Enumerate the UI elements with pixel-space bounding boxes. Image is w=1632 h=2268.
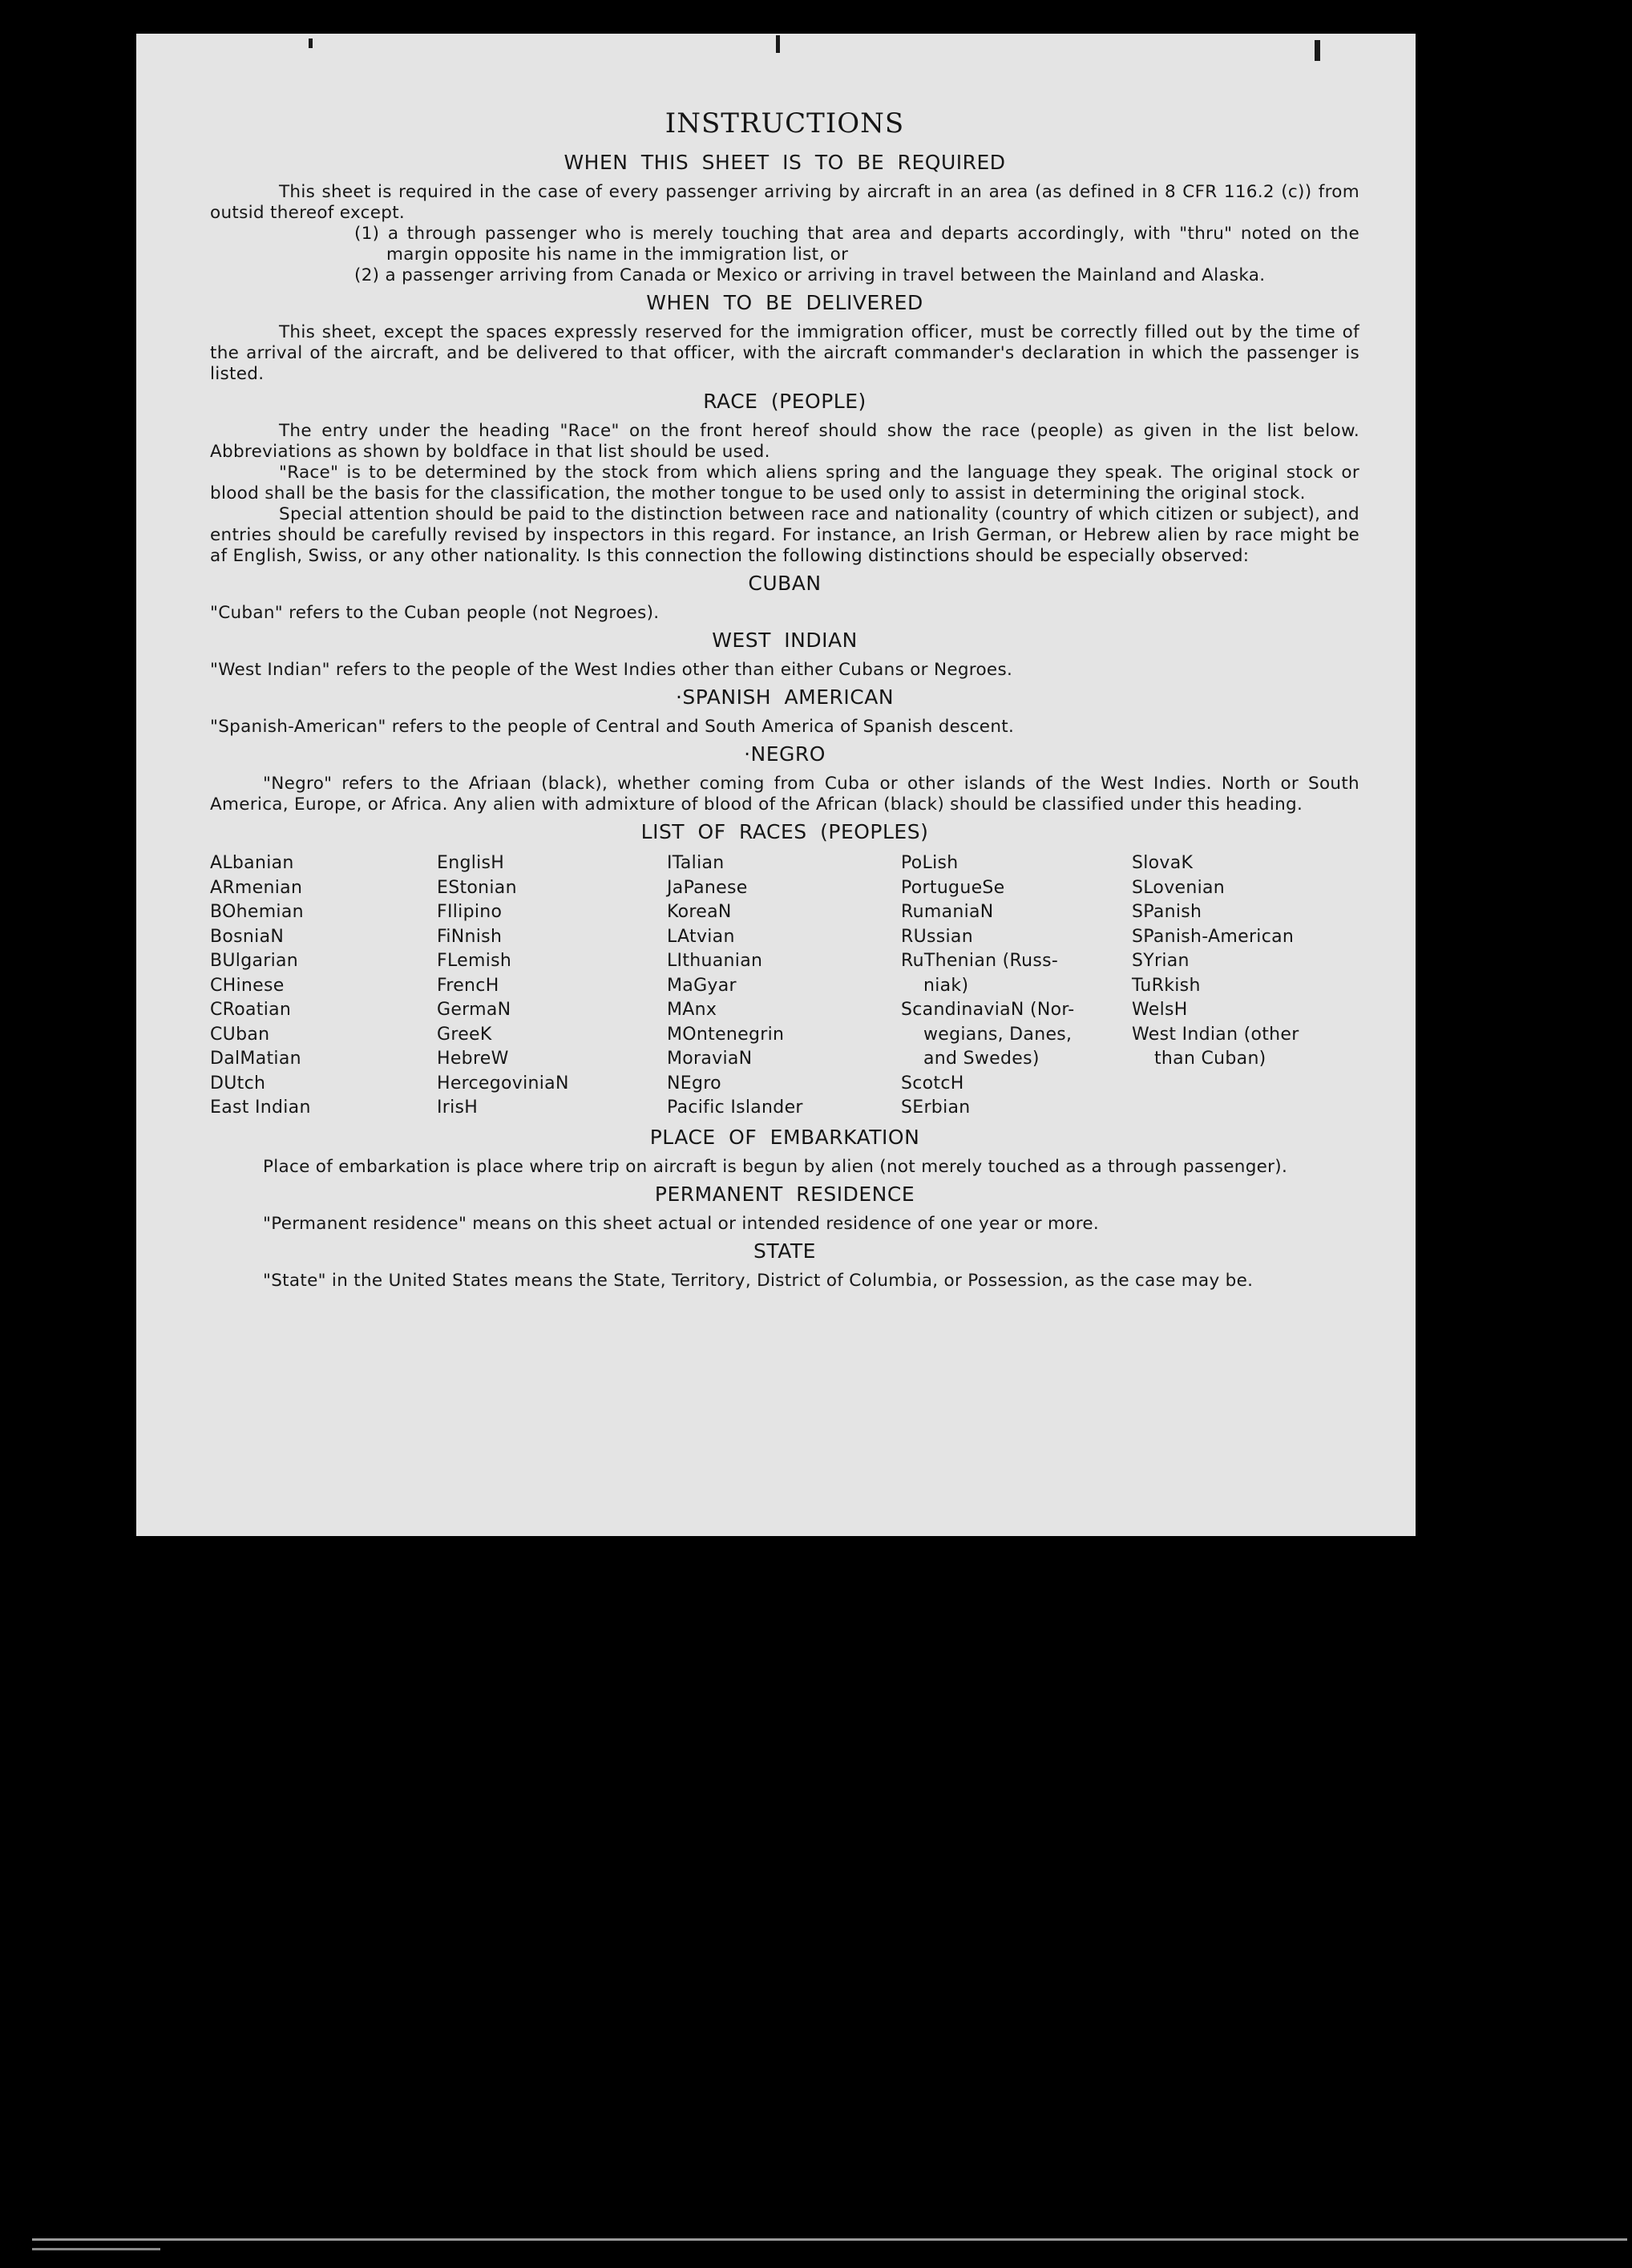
negro-text: "Negro" refers to the Afriaan (black), whether coming from Cuba or other islands of the West Indies. North or South America, Europe, or Africa. Any alien with admixture of blood of the African (black) should be classified under this heading.: [210, 774, 1359, 815]
race-item: ALbanian: [210, 853, 294, 873]
race-item: FrencH: [437, 975, 499, 996]
race-item: ScandinaviaN (Nor-: [901, 1000, 1075, 1020]
race-item: RumaniaN: [901, 902, 994, 922]
scan-line: [32, 2238, 1627, 2241]
section-race: [210, 390, 1359, 567]
races-column-1: [210, 851, 437, 1121]
race-item: SPanish: [1132, 902, 1202, 922]
race-item: HercegoviniaN: [437, 1073, 569, 1094]
race-item: LAtvian: [667, 926, 735, 947]
required-intro: This sheet is required in the case of every passenger arriving by aircraft in an area (as defined in 8 CFR 116.2 (c)) from outsid thereof except.: [210, 182, 1359, 223]
races-column-5: [1132, 851, 1364, 1121]
section-cuban: [210, 572, 1359, 624]
delivered-text: This sheet, except the spaces expressly reserved for the immigration officer, must be correctly filled out by the time of the arrival of the aircraft, and be delivered to that officer, with the aircraft commander's declaration in which the passenger is listed.: [210, 322, 1359, 384]
race-item: PoLish: [901, 853, 959, 873]
section-heading-race: RACE (PEOPLE): [703, 390, 866, 413]
race-item: ScotcH: [901, 1073, 964, 1094]
race-item: MaGyar: [667, 975, 737, 996]
section-negro: [210, 742, 1359, 815]
race-item: LIthuanian: [667, 951, 763, 971]
west-indian-text: "West Indian" refers to the people of the West Indies other than either Cubans or Negroes.: [210, 660, 1013, 680]
race-item-continued: than Cuban): [1154, 1049, 1266, 1069]
section-heading-residence: PERMANENT RESIDENCE: [654, 1182, 915, 1206]
race-item: RUssian: [901, 926, 973, 947]
race-item: FIlipino: [437, 902, 503, 922]
section-spanish-american: [210, 685, 1359, 738]
race-item: BUlgarian: [210, 951, 299, 971]
scan-speck: [776, 35, 780, 53]
race-item: GermaN: [437, 1000, 511, 1020]
race-item: HebreW: [437, 1049, 509, 1069]
race-item: GreeK: [437, 1024, 492, 1045]
section-west-indian: [210, 629, 1359, 681]
race-item: SYrian: [1132, 951, 1190, 971]
races-column-2: [437, 851, 667, 1121]
race-item: PortugueSe: [901, 877, 1005, 898]
race-item: CRoatian: [210, 1000, 292, 1020]
race-item: FLemish: [437, 951, 512, 971]
instruction-sheet: [136, 34, 1416, 1536]
cuban-text: "Cuban" refers to the Cuban people (not Negroes).: [210, 603, 660, 623]
race-paragraph-1: The entry under the heading "Race" on the front hereof should show the race (people) as given in the list below. Abbreviations as shown by boldface in that list should be used.: [210, 421, 1359, 462]
race-item: WelsH: [1132, 1000, 1188, 1020]
races-list: [210, 851, 1359, 1121]
section-state: [210, 1239, 1359, 1292]
race-item: JaPanese: [667, 877, 748, 898]
race-item: West Indian (other: [1132, 1024, 1299, 1045]
race-item: ARmenian: [210, 877, 303, 898]
race-item: DUtch: [210, 1073, 266, 1094]
race-item: Pacific Islander: [667, 1098, 803, 1118]
race-item: MOntenegrin: [667, 1024, 785, 1045]
section-heading-negro: ·NEGRO: [744, 742, 826, 766]
race-item: SlovaK: [1132, 853, 1194, 873]
race-item: DalMatian: [210, 1049, 301, 1069]
race-item: TuRkish: [1132, 975, 1201, 996]
race-item: SLovenian: [1132, 877, 1226, 898]
race-item: East Indian: [210, 1098, 311, 1118]
race-item: SPanish-American: [1132, 926, 1295, 947]
race-item: MAnx: [667, 1000, 717, 1020]
section-heading-west-indian: WEST INDIAN: [712, 629, 858, 652]
races-column-4: [901, 851, 1132, 1121]
race-item: BosniaN: [210, 926, 285, 947]
race-item: SErbian: [901, 1098, 971, 1118]
section-residence: [210, 1183, 1359, 1235]
race-item: CHinese: [210, 975, 285, 996]
residence-text: "Permanent residence" means on this sheet actual or intended residence of one year or more.: [263, 1213, 1100, 1234]
races-column-3: [667, 851, 901, 1121]
race-item: FiNnish: [437, 926, 503, 947]
race-item: NEgro: [667, 1073, 721, 1094]
required-item-1: (1) a through passenger who is merely touching that area and departs accordingly, with "thru" noted on the margin opposite his name in the immigration list, or: [354, 224, 1359, 265]
spanish-american-text: "Spanish-American" refers to the people of Central and South America of Spanish descent.: [210, 717, 1015, 737]
section-heading-state: STATE: [753, 1239, 816, 1263]
race-item: KoreaN: [667, 902, 732, 922]
race-item: BOhemian: [210, 902, 304, 922]
section-heading-delivered: WHEN TO BE DELIVERED: [646, 291, 923, 314]
scan-speck: [309, 38, 313, 48]
section-heading-races-list: LIST OF RACES (PEOPLES): [640, 820, 929, 843]
race-item-continued: niak): [923, 975, 969, 996]
section-heading-embarkation: PLACE OF EMBARKATION: [649, 1125, 920, 1149]
scan-line: [32, 2248, 160, 2250]
race-item: EnglisH: [437, 853, 505, 873]
section-heading-spanish-american: ·SPANISH AMERICAN: [675, 685, 895, 709]
race-item: MoraviaN: [667, 1049, 753, 1069]
race-item: IrisH: [437, 1098, 479, 1118]
page-title: INSTRUCTIONS: [665, 107, 905, 139]
embarkation-text: Place of embarkation is place where trip on aircraft is begun by alien (not merely touched as a through passenger).: [263, 1156, 1288, 1177]
race-paragraph-3: Special attention should be paid to the distinction between race and nationality (country of which citizen or subject), and entries should be carefully revised by inspectors in this regard. For instance, an Irish German, or Hebrew alien by race might be af English, Swiss, or any other nationality. Is this connection the following distinctions should be especially observed:: [210, 504, 1359, 566]
race-paragraph-2: "Race" is to be determined by the stock from which aliens spring and the language they speak. The original stock or blood shall be the basis for the classification, the mother tongue to be used only to assist in determining the original stock.: [210, 463, 1359, 503]
section-embarkation: [210, 1126, 1359, 1178]
race-item: CUban: [210, 1024, 270, 1045]
race-item-continued: wegians, Danes,: [923, 1024, 1073, 1045]
race-item-continued: and Swedes): [923, 1049, 1040, 1069]
race-item: EStonian: [437, 877, 517, 898]
section-heading-required: WHEN THIS SHEET IS TO BE REQUIRED: [564, 151, 1006, 174]
race-item: RuThenian (Russ-: [901, 951, 1059, 971]
section-races-list: [210, 820, 1359, 1121]
section-heading-cuban: CUBAN: [748, 572, 822, 595]
scan-speck: [1315, 40, 1320, 61]
state-text: "State" in the United States means the State, Territory, District of Columbia, or Possession, as the case may be.: [263, 1270, 1254, 1291]
section-required: [210, 151, 1359, 286]
race-item: ITalian: [667, 853, 725, 873]
section-delivered: [210, 291, 1359, 385]
required-item-2: (2) a passenger arriving from Canada or Mexico or arriving in travel between the Mainland and Alaska.: [354, 265, 1266, 285]
